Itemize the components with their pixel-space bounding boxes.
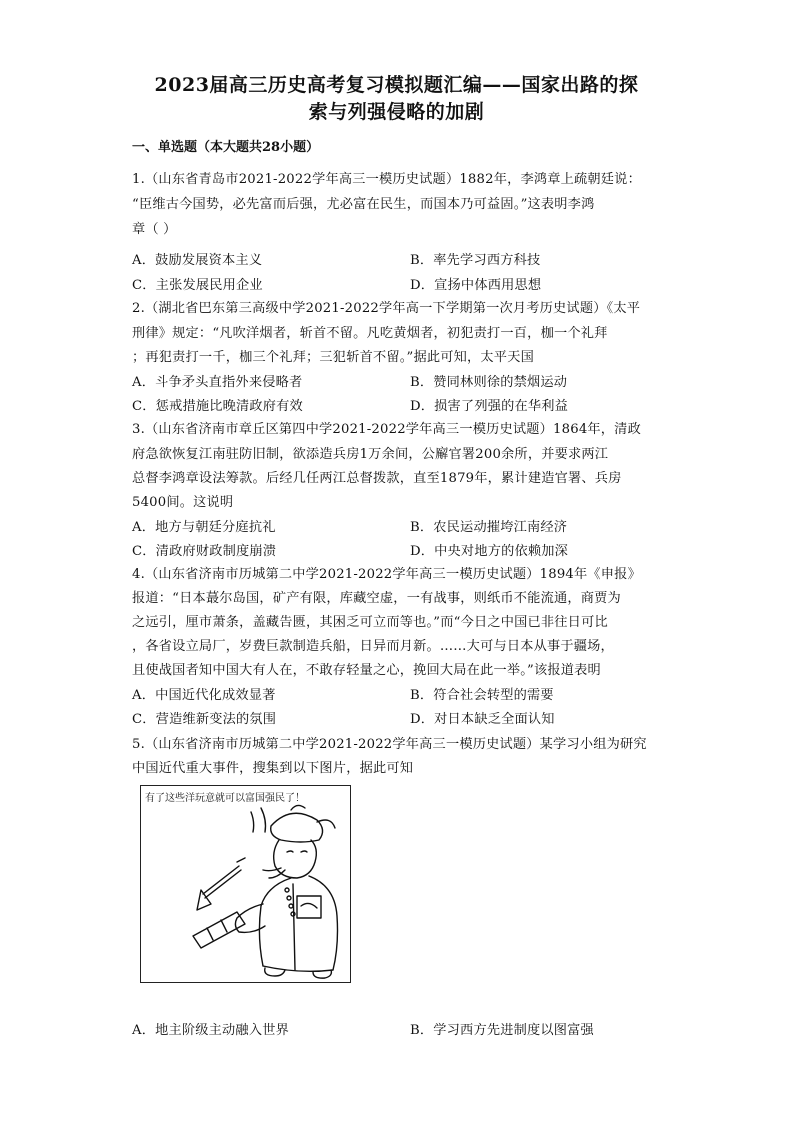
q4-option-b: B．符合社会转型的需要: [410, 688, 554, 703]
q2-stem-line-2: 刑律》规定：“凡吹洋烟者，斩首不留。凡吃黄烟者，初犯责打一百，枷一个礼拜: [132, 326, 608, 341]
q1-option-b: B．率先学习西方科技: [410, 253, 541, 268]
q4-stem-line-2: 报道：“日本蕞尔岛国，矿产有限，库藏空虚，一有战事，则纸币不能流通，商贾为: [132, 591, 621, 606]
cartoon-drawing: [141, 786, 352, 984]
q4-option-a: A．中国近代化成效显著: [132, 688, 276, 703]
q5-stem-line-1: 5.（山东省济南市历城第二中学2021-2022学年高三一模历史试题）某学习小组为研究: [132, 737, 647, 752]
document-title-line-2: 索与列强侵略的加剧: [308, 101, 485, 123]
cartoon-image: [140, 785, 351, 983]
q2-option-a: A．斗争矛头直指外来侵略者: [132, 375, 303, 390]
q3-stem-line-4: 5400间。这说明: [132, 495, 234, 510]
q1-option-a: A．鼓励发展资本主义: [132, 253, 263, 268]
cartoon-caption: 有了这些洋玩意就可以富国强民了！: [145, 793, 305, 804]
q2-option-b: B．赞同林则徐的禁烟运动: [410, 375, 568, 390]
q3-option-c: C．清政府财政制度崩溃: [132, 544, 277, 559]
q2-option-c: C．惩戒措施比晚清政府有效: [132, 399, 303, 414]
q1-stem-line-1: 1.（山东省青岛市2021-2022学年高三一模历史试题）1882年，李鸿章上疏朝廷说：: [132, 172, 641, 187]
q4-option-c: C．营造维新变法的氛围: [132, 712, 277, 727]
q2-option-d: D．损害了列强的在华利益: [410, 399, 569, 414]
q1-stem-line-2: “臣维古今国势，必先富而后强，尤必富在民生，而国本乃可益固。”这表明李鸿: [132, 197, 595, 212]
q3-option-a: A．地方与朝廷分庭抗礼: [132, 520, 276, 535]
document-title-line-1: 2023届高三历史高考复习模拟题汇编——国家出路的探: [154, 74, 639, 96]
q4-stem-line-3: 之远引，厘市萧条，盖藏告匮，其困乏可立而等也。”而“今日之中国已非往日可比: [132, 615, 608, 630]
q4-stem-line-4: ，各省设立局厂，岁费巨款制造兵船，日异而月新。……大可与日本从事于疆场，: [132, 639, 614, 654]
q1-option-c: C．主张发展民用企业: [132, 278, 263, 293]
q1-stem-line-3: 章（ ）: [132, 222, 177, 237]
q3-stem-line-2: 府急欲恢复江南驻防旧制，欲添造兵房1万余间，公廨官署200余所，并要求两江: [132, 447, 609, 462]
q1-option-d: D．宣扬中体西用思想: [410, 278, 542, 293]
q5-stem-line-2: 中国近代重大事件，搜集到以下图片，据此可知: [132, 761, 414, 776]
q4-stem-line-5: 且使战国者知中国大有人在，不敢存轻量之心，挽回大局在此一举。”该报道表明: [132, 663, 601, 678]
q5-option-b: B．学习西方先进制度以图富强: [410, 1023, 594, 1038]
q3-stem-line-3: 总督李鸿章设法筹款。后经几任两江总督拨款，直至1879年，累计建造官署、兵房: [132, 471, 622, 486]
q4-stem-line-1: 4.（山东省济南市历城第二中学2021-2022学年高三一模历史试题）1894年《申报》: [132, 567, 641, 582]
q3-option-d: D．中央对地方的依赖加深: [410, 544, 569, 559]
q2-stem-line-1: 2.（湖北省巴东第三高级中学2021-2022学年高一下学期第一次月考历史试题）《太平: [132, 301, 641, 316]
q3-stem-line-1: 3.（山东省济南市章丘区第四中学2021-2022学年高三一模历史试题）1864年，清政: [132, 422, 641, 437]
q2-stem-line-3: ；再犯责打一千，枷三个礼拜；三犯斩首不留。”据此可知，太平天国: [132, 350, 534, 365]
q3-option-b: B．农民运动摧垮江南经济: [410, 520, 568, 535]
q4-option-d: D．对日本缺乏全面认知: [410, 712, 555, 727]
q5-option-a: A．地主阶级主动融入世界: [132, 1023, 289, 1038]
section-heading: 一、单选题（本大题共28小题）: [132, 140, 320, 155]
